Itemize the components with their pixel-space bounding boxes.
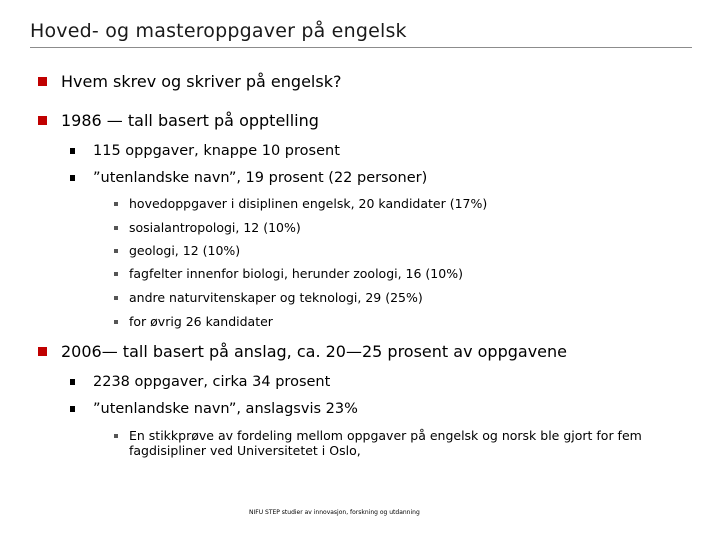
- title-divider: [30, 47, 692, 48]
- bullet-level3: [114, 243, 669, 258]
- bullet-text: 115 oppgaver, knappe 10 prosent: [93, 143, 340, 159]
- bullet-square-icon: [38, 347, 47, 356]
- bullet-small-square-icon: [70, 406, 75, 412]
- bullet-level2: [70, 143, 340, 159]
- bullet-text: ”utenlandske navn”, 19 prosent (22 personer): [93, 170, 428, 186]
- bullet-tiny-square-icon: [114, 272, 118, 276]
- bullet-square-icon: [38, 116, 47, 125]
- bullet-text: 1986 — tall basert på opptelling: [61, 111, 319, 130]
- bullet-square-icon: [38, 77, 47, 86]
- bullet-text: sosialantropologi, 12 (10%): [129, 220, 301, 235]
- slide-title: Hoved- og masteroppgaver på engelsk: [30, 20, 407, 42]
- bullet-tiny-square-icon: [114, 202, 118, 206]
- bullet-tiny-square-icon: [114, 296, 118, 300]
- bullet-text: En stikkprøve av fordeling mellom oppgaver på engelsk og norsk ble gjort for fem fagdisipliner ved Universitetet i Oslo,: [129, 428, 642, 458]
- bullet-level3: [114, 266, 669, 281]
- bullet-level3: [114, 290, 669, 305]
- bullet-text: fagfelter innenfor biologi, herunder zoologi, 16 (10%): [129, 266, 463, 281]
- bullet-small-square-icon: [70, 379, 75, 385]
- bullet-level2: [70, 401, 358, 417]
- bullet-small-square-icon: [70, 148, 75, 154]
- footer-text: NIFU STEP studier av innovasjon, forskning og utdanning: [249, 509, 420, 516]
- bullet-level1: [38, 342, 567, 361]
- bullet-level1: [38, 72, 341, 91]
- bullet-level3: [114, 220, 669, 235]
- bullet-text: for øvrig 26 kandidater: [129, 314, 273, 329]
- bullet-level1: [38, 111, 319, 130]
- bullet-text: 2006— tall basert på anslag, ca. 20—25 prosent av oppgavene: [61, 342, 567, 361]
- bullet-text: geologi, 12 (10%): [129, 243, 241, 258]
- bullet-tiny-square-icon: [114, 320, 118, 324]
- bullet-tiny-square-icon: [114, 226, 118, 230]
- bullet-level3: [114, 196, 669, 211]
- bullet-tiny-square-icon: [114, 249, 118, 253]
- bullet-text: ”utenlandske navn”, anslagsvis 23%: [93, 401, 358, 417]
- bullet-level2: [70, 170, 427, 186]
- bullet-text: andre naturvitenskaper og teknologi, 29 (25%): [129, 290, 423, 305]
- bullet-text: 2238 oppgaver, cirka 34 prosent: [93, 374, 331, 390]
- bullet-level3: [114, 428, 669, 458]
- bullet-tiny-square-icon: [114, 434, 118, 438]
- bullet-text: Hvem skrev og skriver på engelsk?: [61, 72, 342, 91]
- bullet-level3: [114, 314, 669, 329]
- bullet-small-square-icon: [70, 175, 75, 181]
- bullet-text: hovedoppgaver i disiplinen engelsk, 20 kandidater (17%): [129, 196, 488, 211]
- bullet-level2: [70, 374, 330, 390]
